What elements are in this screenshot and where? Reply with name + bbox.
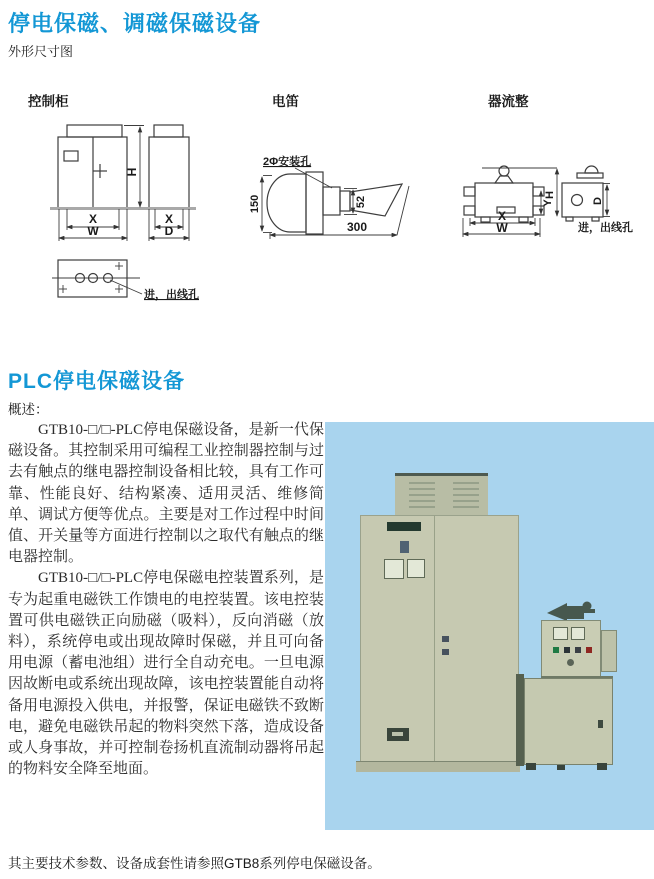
cabinet-dim-w: W	[87, 224, 99, 238]
photo-cabinet-door-seam	[434, 515, 435, 762]
electric-horn-label: 电笛	[272, 94, 299, 109]
cabinet-dim-h: H	[125, 167, 139, 177]
photo-door-handle-grip	[392, 732, 403, 736]
photo-button-green	[553, 647, 559, 653]
photo-vent-hood	[395, 473, 488, 518]
overview-label: 概述：	[8, 402, 49, 417]
photo-meter-1	[384, 559, 404, 579]
photo-indicator-lamp	[400, 541, 409, 553]
body-paragraph-1: GTB10-□/□-PLC停电保磁设备，是新一代保磁设备。其控制采用可编程工业控制器控制与过去有触点的继电器控制设备相比较，具有工作可靠、性能良好、结构紧凑、适用灵活、维修简单、调试方便等优点。主要是对工作过程中时间值、开关量等方面进行控制以之取代有触点的继电器控制。	[8, 422, 324, 566]
rectifier-dim-y: Y	[542, 199, 554, 207]
body-paragraph-2: GTB10-□/□-PLC停电保磁电控装置系列，是专为起重电磁铁工作馈电的电控装置。该电控装置可供电磁铁正向励磁（吸料），反向消磁（放料），系统停电或出现故障时保磁，并且可向备用电源（蓄电池组）进行全自动充电。一旦电源因故断电或系统出现故障，该电控装置能自动将备用电源投入供电，并报警，保证电磁铁不致断电，避免电磁铁吊起的物料突然下落，造成设备或人身事故，并可控制卷扬机直流制动器将吊起的物料安全降至地面。	[8, 570, 324, 778]
photo-meter-2	[407, 559, 425, 578]
plc-section-title: PLC停电保磁设备	[8, 370, 185, 393]
photo-console-foot-3	[597, 763, 607, 770]
horn-dim-150: 150	[249, 194, 261, 214]
cabinet-dim-d: D	[164, 224, 174, 238]
control-cabinet-drawing	[50, 125, 196, 297]
rectifier-dim-x: X	[497, 209, 507, 223]
photo-louvers-right	[453, 482, 479, 510]
photo-hinge-2	[442, 649, 449, 655]
rectifier-wire-holes-label: 进，出线孔	[578, 222, 633, 234]
photo-cabinet-plinth	[356, 761, 520, 772]
electric-horn-drawing	[262, 168, 409, 239]
cabinet-dim-x: X	[88, 212, 98, 226]
overview-text	[8, 420, 324, 780]
horn-mount-holes-label: 2Φ安装孔	[263, 156, 312, 168]
control-cabinet-label: 控制柜	[28, 94, 69, 109]
photo-button-dark-1	[564, 647, 570, 653]
photo-button-dark-2	[575, 647, 581, 653]
photo-console-foot-2	[557, 765, 565, 770]
photo-button-red	[586, 647, 592, 653]
reference-note: 其主要技术参数、设备成套性请参照GTB8系列停电保磁设备。	[8, 856, 381, 871]
photo-console-meter-2	[571, 627, 585, 640]
dimension-drawing-caption: 外形尺寸图	[8, 44, 74, 59]
photo-console-shadow	[516, 674, 524, 766]
photo-control-cabinet	[360, 515, 519, 764]
photo-nameplate	[387, 522, 421, 531]
product-photo	[325, 422, 654, 830]
horn-dim-52: 52	[355, 195, 367, 209]
photo-louvers-left	[409, 482, 435, 510]
photo-console-side-bracket	[601, 630, 617, 672]
cabinet-dim-x2: X	[164, 212, 174, 226]
photo-console-meter-1	[553, 627, 568, 640]
horn-dim-300: 300	[346, 220, 368, 234]
photo-hinge-1	[442, 636, 449, 642]
photo-console-latch	[598, 720, 603, 728]
rectifier-label: 器流整	[488, 94, 529, 109]
photo-console-knob	[567, 659, 574, 666]
rectifier-dim-h: H	[544, 191, 556, 199]
photo-door-handle	[387, 728, 409, 741]
outline-dimension-drawings	[0, 88, 654, 340]
photo-console-foot-1	[526, 763, 536, 770]
rectifier-dim-w: W	[496, 221, 508, 235]
rectifier-dim-d: D	[592, 197, 604, 205]
page-title: 停电保磁、调磁保磁设备	[8, 11, 262, 36]
cabinet-wire-holes-label: 进，出线孔	[144, 289, 199, 301]
